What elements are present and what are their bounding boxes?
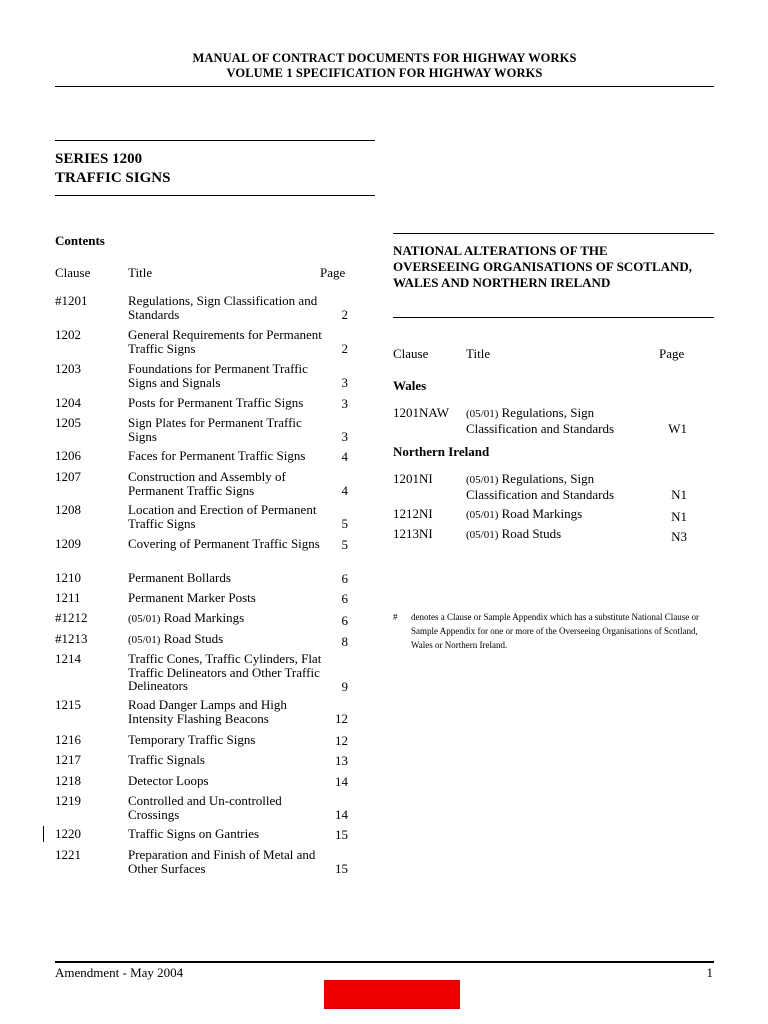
toc-row	[55, 611, 350, 627]
revision-tag: (05/01)	[466, 529, 499, 541]
toc-page: 6	[341, 590, 348, 606]
toc-title	[128, 396, 323, 410]
red-marker-box	[324, 980, 460, 1009]
series-bottom-rule	[55, 195, 375, 196]
footer-rule	[55, 961, 714, 963]
toc-row	[55, 449, 350, 463]
national-col-clause: Clause	[393, 346, 429, 361]
toc-page: 3	[341, 374, 348, 390]
toc-title-text: Regulations, Sign Classification and Standards	[128, 293, 318, 322]
toc-page: 2	[341, 340, 348, 356]
toc-row	[55, 294, 350, 321]
series-top-rule	[55, 140, 375, 141]
toc-clause: 1216	[55, 732, 81, 747]
toc-title	[128, 698, 323, 725]
toc-row	[55, 470, 350, 497]
toc-row	[55, 652, 350, 693]
toc-clause: 1210	[55, 570, 81, 585]
toc-page: 15	[335, 860, 348, 876]
footnote-text: denotes a Clause or Sample Appendix which has a substitute National Clause or Sample Appendix for one or more of the Overseeing Organisations of Scotland, Wales or Northern Ireland.	[411, 612, 699, 650]
toc-page: 6	[341, 570, 348, 586]
revision-tag: (05/01)	[128, 613, 161, 625]
toc-title-text: Temporary Traffic Signs	[128, 732, 256, 747]
national-row	[393, 472, 689, 501]
toc-title	[128, 733, 323, 747]
toc-title	[128, 416, 323, 443]
revision-tag: (05/01)	[466, 474, 499, 486]
national-title	[466, 507, 646, 523]
national-col-page: Page	[659, 346, 685, 361]
toc-row	[55, 503, 350, 530]
toc-title-text: Posts for Permanent Traffic Signs	[128, 395, 304, 410]
wales-heading: Wales	[393, 378, 427, 393]
toc-row	[55, 753, 350, 767]
toc-row	[55, 698, 350, 725]
toc-title	[128, 774, 323, 788]
toc-clause: 1214	[55, 651, 81, 666]
toc-clause: 1205	[55, 415, 81, 430]
toc-title-text: Foundations for Permanent Traffic Signs and Signals	[128, 361, 308, 390]
change-bar	[43, 826, 44, 842]
toc-row	[55, 733, 350, 747]
toc-row	[55, 591, 350, 605]
national-clause: 1212NI	[393, 506, 433, 521]
toc-page: 3	[341, 428, 348, 444]
toc-title	[128, 591, 323, 605]
national-title	[466, 527, 646, 543]
toc-title	[128, 827, 323, 841]
contents-label: Contents	[55, 233, 105, 248]
national-col-title: Title	[466, 346, 491, 361]
toc-title	[128, 848, 323, 875]
toc-title-text: Faces for Permanent Traffic Signs	[128, 448, 306, 463]
toc-title-text: Traffic Cones, Traffic Cylinders, Flat Traffic Delineators and Other Traffic Delineators	[128, 651, 322, 693]
header-title-line1: MANUAL OF CONTRACT DOCUMENTS FOR HIGHWAY WORKS	[192, 51, 577, 65]
national-row	[393, 507, 689, 523]
northern-ireland-heading: Northern Ireland	[393, 444, 490, 459]
toc-row	[55, 774, 350, 788]
toc-row	[55, 396, 350, 410]
toc-row	[55, 571, 350, 585]
national-title-text: Road Studs	[501, 526, 562, 541]
header-title-line2: VOLUME 1 SPECIFICATION FOR HIGHWAY WORKS	[226, 66, 543, 80]
national-title-text: Road Markings	[501, 506, 583, 521]
toc-clause: 1206	[55, 448, 81, 463]
toc-title	[128, 753, 323, 767]
national-title-text: Regulations, Sign Classification and Standards	[466, 405, 615, 436]
national-title	[466, 406, 646, 435]
revision-tag: (05/01)	[128, 634, 161, 646]
toc-clause: 1219	[55, 793, 81, 808]
toc-page: 12	[335, 710, 348, 726]
toc-row	[55, 362, 350, 389]
toc-title	[128, 537, 323, 551]
toc-title-text: Permanent Marker Posts	[128, 590, 256, 605]
toc-clause: #1213	[55, 631, 88, 646]
toc-clause: 1208	[55, 502, 81, 517]
toc-title	[128, 470, 323, 497]
toc-row	[55, 328, 350, 355]
toc-title-text: Sign Plates for Permanent Traffic Signs	[128, 415, 302, 444]
toc-title-text: Traffic Signs on Gantries	[128, 826, 260, 841]
national-clause: 1213NI	[393, 526, 433, 541]
toc-row	[55, 632, 350, 648]
toc-row	[55, 537, 350, 551]
toc-clause: 1204	[55, 395, 81, 410]
toc-clause: 1207	[55, 469, 81, 484]
national-alterations-title: NATIONAL ALTERATIONS OF THE OVERSEEING ORGANISATIONS OF SCOTLAND, WALES AND NORTHERN IRELAND	[393, 243, 693, 290]
toc-row	[55, 827, 350, 841]
revision-tag: (05/01)	[466, 408, 499, 420]
toc-page: 5	[341, 515, 348, 531]
footer-page-number: 1	[706, 965, 713, 980]
series-name: TRAFFIC SIGNS	[55, 170, 171, 186]
toc-title	[128, 571, 323, 585]
toc-row	[55, 848, 350, 875]
footnote-symbol: #	[393, 612, 398, 622]
toc-page: 12	[335, 732, 348, 748]
toc-title	[128, 328, 323, 355]
toc-title-text: General Requirements for Permanent Traffic Signs	[128, 327, 322, 356]
national-title	[466, 472, 646, 501]
toc-title	[128, 652, 323, 693]
toc-page: 5	[341, 536, 348, 552]
national-page: N3	[671, 528, 687, 544]
toc-col-title: Title	[128, 265, 153, 280]
toc-clause: 1203	[55, 361, 81, 376]
toc-title	[128, 632, 323, 648]
national-page: W1	[668, 420, 687, 436]
national-clause: 1201NI	[393, 471, 433, 486]
toc-clause: 1209	[55, 536, 81, 551]
toc-clause: 1221	[55, 847, 81, 862]
toc-col-clause: Clause	[55, 265, 91, 280]
national-clause: 1201NAW	[393, 405, 450, 420]
toc-page: 6	[341, 612, 348, 628]
toc-clause: 1217	[55, 752, 81, 767]
toc-title-text: Traffic Signals	[128, 752, 205, 767]
toc-row	[55, 794, 350, 821]
toc-page: 4	[341, 448, 348, 464]
national-row	[393, 527, 689, 543]
toc-page: 8	[341, 633, 348, 649]
toc-title-text: Construction and Assembly of Permanent Traffic Signs	[128, 469, 286, 498]
toc-page: 3	[341, 395, 348, 411]
toc-page: 2	[341, 306, 348, 322]
national-page: N1	[671, 508, 687, 524]
footer-amendment: Amendment - May 2004	[55, 965, 184, 980]
toc-title-text: Preparation and Finish of Metal and Other Surfaces	[128, 847, 316, 876]
toc-page: 15	[335, 826, 348, 842]
toc-clause: 1202	[55, 327, 81, 342]
toc-title	[128, 794, 323, 821]
national-page: N1	[671, 486, 687, 502]
toc-title-text: Road Studs	[163, 631, 224, 646]
toc-clause: 1215	[55, 697, 81, 712]
toc-title	[128, 611, 323, 627]
toc-title-text: Detector Loops	[128, 773, 209, 788]
toc-page: 14	[335, 773, 348, 789]
toc-page: 14	[335, 806, 348, 822]
toc-title	[128, 503, 323, 530]
toc-clause: 1211	[55, 590, 81, 605]
national-top-rule	[393, 233, 714, 234]
toc-row	[55, 416, 350, 443]
header-rule	[55, 86, 714, 87]
toc-title	[128, 294, 323, 321]
toc-title-text: Location and Erection of Permanent Traffic Signs	[128, 502, 317, 531]
toc-title-text: Permanent Bollards	[128, 570, 231, 585]
toc-page: 4	[341, 482, 348, 498]
revision-tag: (05/01)	[466, 509, 499, 521]
national-bottom-rule	[393, 317, 714, 318]
national-title-text: Regulations, Sign Classification and Standards	[466, 471, 615, 502]
toc-title-text: Road Danger Lamps and High Intensity Flashing Beacons	[128, 697, 287, 726]
toc-clause: 1220	[55, 826, 81, 841]
toc-clause: #1201	[55, 293, 88, 308]
toc-title	[128, 449, 323, 463]
toc-title-text: Covering of Permanent Traffic Signs	[128, 536, 320, 551]
toc-clause: #1212	[55, 610, 88, 625]
national-row	[393, 406, 689, 435]
series-number: SERIES 1200	[55, 151, 143, 167]
toc-title-text: Road Markings	[163, 610, 245, 625]
toc-col-page: Page	[320, 265, 346, 280]
toc-page: 13	[335, 752, 348, 768]
toc-title	[128, 362, 323, 389]
toc-title-text: Controlled and Un-controlled Crossings	[128, 793, 282, 822]
toc-page: 9	[341, 678, 348, 694]
toc-clause: 1218	[55, 773, 81, 788]
